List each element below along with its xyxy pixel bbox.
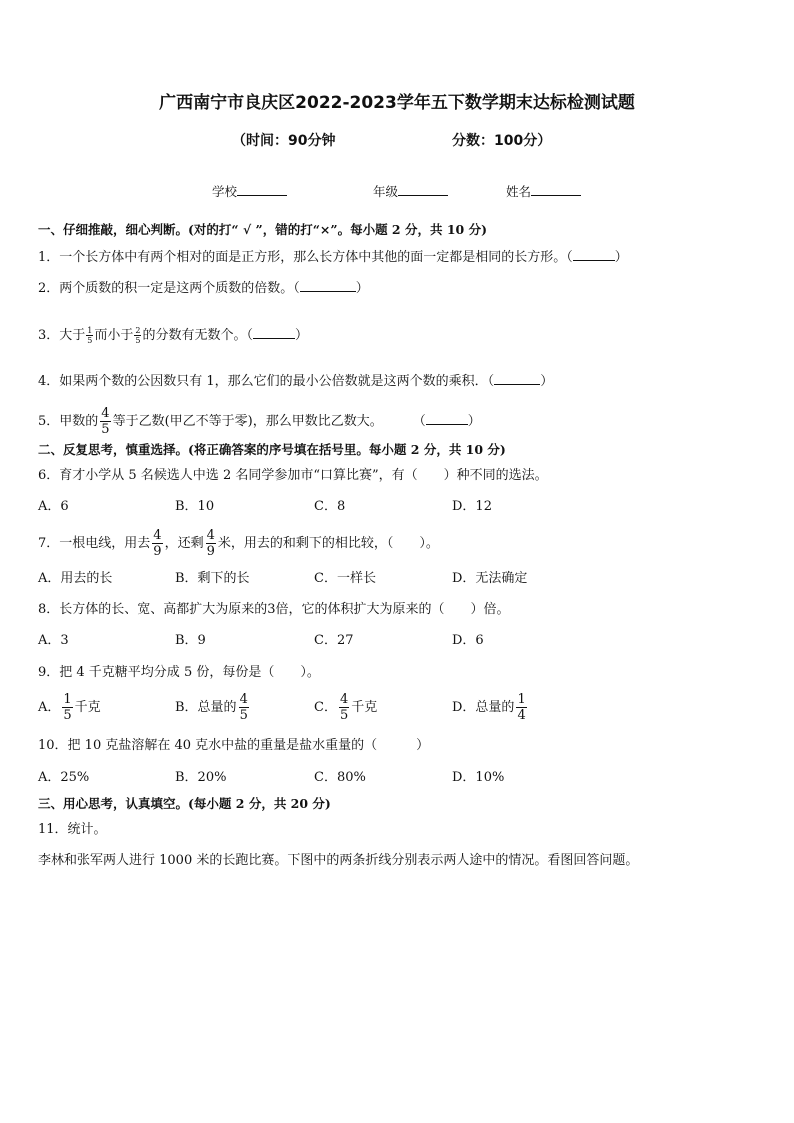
q8-option-d[interactable]: D．6 [452, 633, 484, 648]
name-field[interactable] [506, 182, 581, 200]
question-3-mid: 而小于 [94, 328, 134, 343]
fraction-four-fifths: $\frac{4}{5}$ [101, 406, 110, 437]
answer-blank-5[interactable] [426, 412, 468, 425]
q9-option-d[interactable]: D．总量的 $\frac{1}{4}$ [452, 692, 526, 723]
fraction-one-fifth: $\frac{1}{5}$ [87, 326, 93, 345]
q10-option-b[interactable]: B．20% [175, 770, 227, 785]
fraction-one-fifth-opt: $\frac{1}{5}$ [63, 692, 72, 723]
q8-option-a[interactable]: A．3 [38, 633, 69, 648]
q9-option-c[interactable]: C． $\frac{4}{5}$ 千克 [314, 692, 378, 723]
question-9: 9．把 4 千克糖平均分成 5 份，每份是（ ）。 [38, 665, 320, 680]
school-field[interactable] [212, 182, 287, 200]
question-8: 8．长方体的长、宽、高都扩大为原来的3倍，它的体积扩大为原来的（ ）倍。 [38, 602, 510, 617]
q7-option-d[interactable]: D．无法确定 [452, 571, 528, 586]
question-10: 10．把 10 克盐溶解在 40 克水中盐的重量是盐水重量的（ ） [38, 738, 430, 753]
answer-blank-1[interactable] [573, 248, 615, 261]
q6-option-a[interactable]: A．6 [38, 499, 69, 514]
fraction-four-ninths-b: $\frac{4}{9}$ [206, 528, 215, 559]
question-7 [38, 528, 439, 559]
q9-option-a[interactable]: A． $\frac{1}{5}$ 千克 [38, 692, 101, 723]
name-label: 姓名 [506, 184, 532, 199]
grade-field[interactable] [373, 182, 448, 200]
grade-label: 年级 [373, 184, 399, 199]
question-7-pre: 7．一根电线，用去 [38, 536, 151, 551]
school-label: 学校 [212, 184, 238, 199]
question-5-post: 等于乙数(甲乙不等于零)，那么甲数比乙数大。 [112, 414, 383, 429]
q10-option-a[interactable]: A．25% [38, 770, 90, 785]
fraction-four-fifths-opt: $\frac{4}{5}$ [239, 692, 248, 723]
question-5 [38, 406, 481, 437]
question-1-text: 1．一个长方体中有两个相对的面是正方形，那么长方体中其他的面一定都是相同的长方形。（ [38, 250, 573, 265]
school-blank[interactable] [237, 183, 287, 196]
q7-option-c[interactable]: C．一样长 [314, 571, 376, 586]
q8-option-b[interactable]: B．9 [175, 633, 206, 648]
page-title: 广西南宁市良庆区2022-2023学年五下数学期末达标检测试题 [159, 93, 635, 113]
question-7-post: 米，用去的和剩下的相比较，（ ）。 [217, 536, 439, 551]
question-4-close: ） [540, 374, 554, 389]
question-5-close: ） [467, 414, 481, 429]
q6-option-d[interactable]: D．12 [452, 499, 492, 514]
fraction-one-quarter: $\frac{1}{4}$ [517, 692, 526, 723]
answer-blank-4[interactable] [494, 372, 540, 385]
q6-option-b[interactable]: B．10 [175, 499, 215, 514]
q7-option-a[interactable]: A．用去的长 [38, 571, 113, 586]
q8-option-c[interactable]: C．27 [314, 633, 354, 648]
q7-option-b[interactable]: B．剩下的长 [175, 571, 250, 586]
exam-score: 分数：100分） [452, 133, 552, 149]
question-5-open: （ [412, 414, 426, 429]
question-11-label: 11．统计。 [38, 822, 107, 837]
fraction-four-ninths-a: $\frac{4}{9}$ [153, 528, 162, 559]
answer-blank-3[interactable] [253, 326, 295, 339]
question-3-pre: 3．大于 [38, 328, 86, 343]
section-1-heading: 一、仔细推敲，细心判断。(对的打“ √ ”，错的打“×”。每小题 2 分，共 10 分) [38, 222, 487, 237]
question-3 [38, 326, 308, 346]
q9-option-b[interactable]: B．总量的 $\frac{4}{5}$ [175, 692, 248, 723]
grade-blank[interactable] [398, 183, 448, 196]
name-blank[interactable] [531, 183, 581, 196]
question-1 [38, 248, 628, 268]
question-2-close: ） [355, 281, 369, 296]
question-11-description: 李林和张军两人进行 1000 米的长跑比赛。下图中的两条折线分别表示两人途中的情况。看图回答问题。 [38, 853, 639, 868]
question-2-text: 2．两个质数的积一定是这两个质数的倍数。（ [38, 281, 300, 296]
q10-option-d[interactable]: D．10% [452, 770, 505, 785]
exam-time: （时间：90分钟 [232, 133, 336, 149]
question-3-close: ） [295, 328, 309, 343]
question-7-mid: ，还剩 [164, 536, 204, 551]
question-4-text: 4．如果两个数的公因数只有 1，那么它们的最小公倍数就是这两个数的乘积．（ [38, 374, 495, 389]
question-1-close: ） [614, 250, 628, 265]
fraction-two-fifths: $\frac{2}{5}$ [135, 326, 141, 345]
section-2-heading: 二、反复思考，慎重选择。(将正确答案的序号填在括号里。每小题 2 分，共 10 分) [38, 442, 506, 457]
question-6: 6．育才小学从 5 名候选人中选 2 名同学参加市“口算比赛”，有（ ）种不同的选法。 [38, 468, 548, 483]
answer-blank-2[interactable] [300, 279, 356, 292]
q6-option-c[interactable]: C．8 [314, 499, 346, 514]
section-3-heading: 三、用心思考，认真填空。(每小题 2 分，共 20 分) [38, 796, 331, 811]
question-3-post: 的分数有无数个。（ [142, 328, 253, 343]
question-5-pre: 5．甲数的 [38, 414, 99, 429]
fraction-four-fifths-kg: $\frac{4}{5}$ [339, 692, 349, 723]
question-4 [38, 372, 553, 392]
question-2 [38, 279, 369, 299]
q10-option-c[interactable]: C．80% [314, 770, 366, 785]
